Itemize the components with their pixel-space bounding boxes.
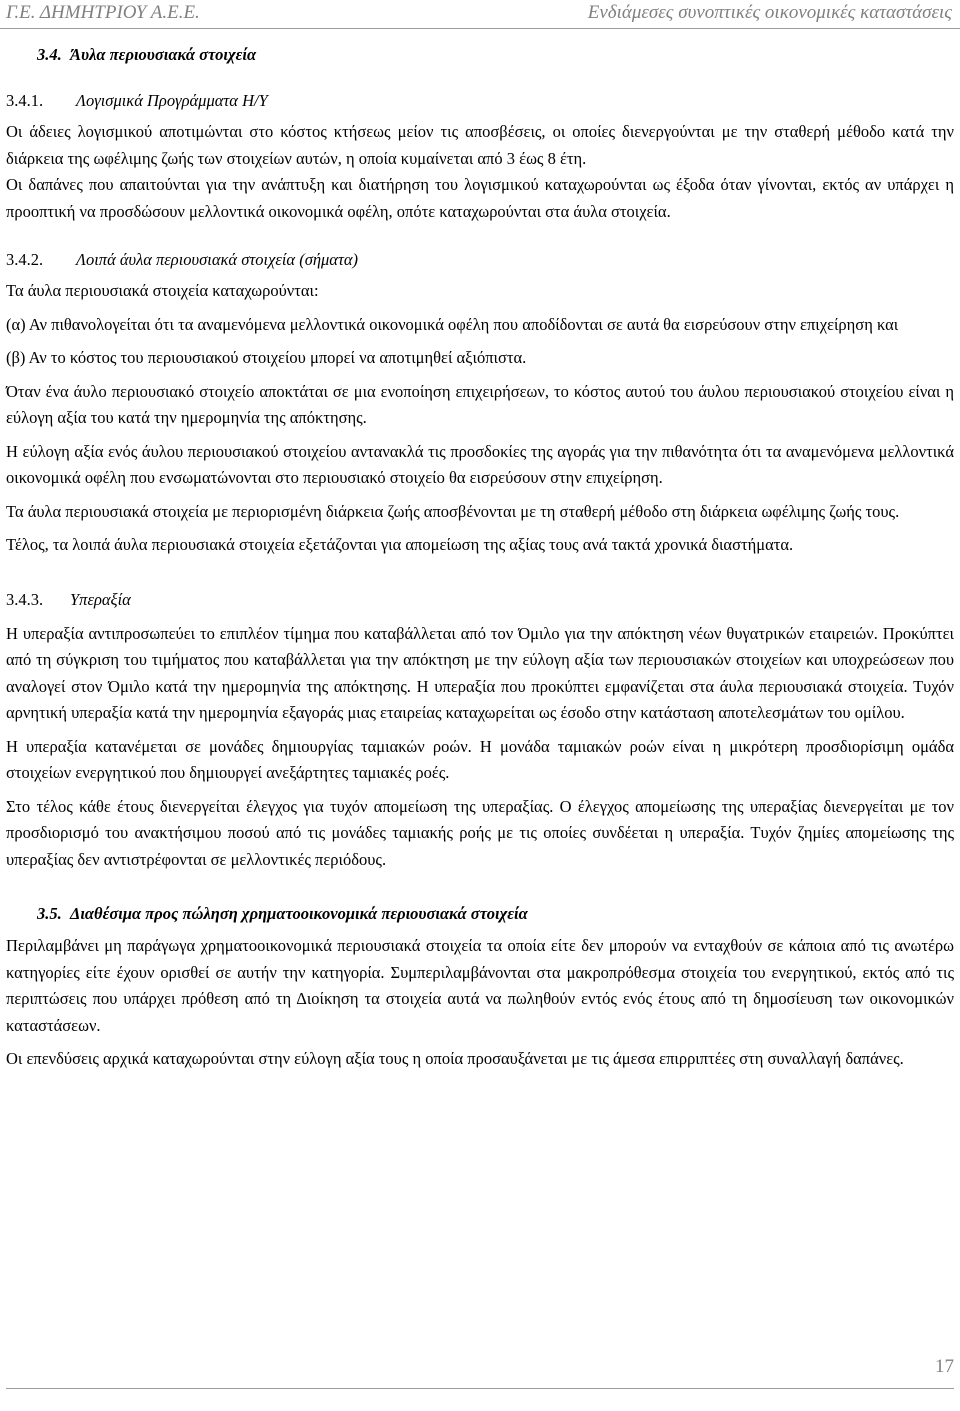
paragraph: (β) Αν το κόστος του περιουσιακού στοιχείου μπορεί να αποτιμηθεί αξιόπιστα. — [6, 348, 527, 367]
paragraph: Τέλος, τα λοιπά άυλα περιουσιακά στοιχεία εξετάζονται για απομείωση της αξίας τους ανά τακτά χρονικά διαστήματα. — [6, 535, 794, 554]
paragraph: Η εύλογη αξία ενός άυλου περιουσιακού στοιχείου αντανακλά τις προσδοκίες της αγοράς για την πιθανότητα ότι τα αναμενόμενα μελλοντικά οικονομικά οφέλη που ενσωματώνονται στο περιουσιακό στοιχείο θα εισρεύσουν στην επιχείρηση. — [6, 441, 954, 487]
section-heading-3-4: 3.4. Άυλα περιουσιακά στοιχεία — [37, 45, 257, 64]
paragraph: Τα άυλα περιουσιακά στοιχεία με περιορισμένη διάρκεια ζωής αποσβένονται με τη σταθερή μέθοδο στη διάρκεια ωφέλιμης ζωής τους. — [6, 501, 900, 521]
paragraph: Η υπεραξία αντιπροσωπεύει το επιπλέον τίμημα που καταβάλλεται από τον Όμιλο για την απόκτηση νέων θυγατρικών εταιρειών. Προκύπτει από τη σύγκριση του τιμήματος που καταβάλλεται για την απόκτηση με την εύλογη αξία των περιουσιακών στοιχείων και υποχρεώσεων που αναλογεί στον Όμιλο κατά την ημερομηνία της απόκτησης. Η υπεραξία που προκύπτει εμφανίζεται στα άυλα περιουσιακά στοιχεία. Τυχόν αρνητική υπεραξία κατά την ημερομηνία εξαγοράς μιας εταιρείας καταχωρείται ως έσοδο στην κατάσταση αποτελεσμάτων του ομίλου. — [6, 623, 954, 722]
document-body — [6, 44, 954, 1073]
company-name: Γ.Ε. ΔΗΜΗΤΡΙΟΥ Α.Ε.Ε. — [6, 2, 200, 23]
paragraph: Οι δαπάνες που απαιτούνται για την ανάπτυξη και διατήρηση του λογισμικού καταχωρούνται ως έξοδα όταν γίνονται, εκτός αν υπάρχει η προοπτική να προσδώσουν μελλοντικά οικονομικά οφέλη, οπότε καταχωρούνται στα άυλα στοιχεία. — [6, 175, 954, 221]
paragraph: Στο τέλος κάθε έτους διενεργείται έλεγχος για τυχόν απομείωση της υπεραξίας. Ο έλεγχος απομείωσης της υπεραξίας διενεργείται με τον προσδιορισμό του ανακτήσιμου ποσού από τις μονάδες ταμιακής ροής με τις οποίες συνδέεται η υπεραξία. Τυχόν ζημίες απομείωσης της υπεραξίας δεν αντιστρέφονται σε μελλοντικές περιόδους. — [6, 796, 954, 869]
paragraph: Οι επενδύσεις αρχικά καταχωρούνται στην εύλογη αξία τους η οποία προσαυξάνεται με τις άμεσα επιρριπτέες στη συναλλαγή δαπάνες. — [6, 1049, 904, 1068]
paragraph: (α) Αν πιθανολογείται ότι τα αναμενόμενα μελλοντικά οικονομικά οφέλη που αποδίδονται σε αυτά θα εισρεύσουν στην επιχείρηση και — [6, 314, 899, 334]
page-number: 17 — [935, 1356, 954, 1377]
section-heading-3-5: 3.5. Διαθέσιμα προς πώληση χρηματοοικονομικά περιουσιακά στοιχεία — [37, 904, 528, 923]
paragraph: Οι άδειες λογισμικού αποτιμώνται στο κόστος κτήσεως μείον τις αποσβέσεις, οι οποίες διενεργούνται με την σταθερή μέθοδο κατά την διάρκεια της ωφέλιμης ζωής των στοιχείων αυτών, η οποία κυμαίνεται από 3 έως 8 έτη. — [6, 122, 954, 168]
page-header — [0, 0, 960, 29]
section-heading-3-4-3: 3.4.3. Υπεραξία — [6, 589, 131, 609]
paragraph: Περιλαμβάνει μη παράγωγα χρηματοοικονομικά περιουσιακά στοιχεία τα οποία είτε δεν μπορούν να ενταχθούν σε κάποια από τις ανωτέρω κατηγορίες είτε έχουν ορισθεί σε αυτήν την κατηγορία. Συμπεριλαμβάνονται στα μακροπρόθεσμα στοιχεία του ενεργητικού, εκτός από τις περιπτώσεις που υπάρχει πρόθεση από τη Διοίκηση τα στοιχεία αυτά να πωληθούν εντός ενός έτους από τη δημοσίευση των οικονομικών καταστάσεων. — [6, 936, 954, 1035]
paragraph: Η υπεραξία κατανέμεται σε μονάδες δημιουργίας ταμιακών ροών. Η μονάδα ταμιακών ροών είναι η μικρότερη προσδιορίσιμη ομάδα στοιχείων ενεργητικού που δημιουργεί ανεξάρτητες ταμιακές ροές. — [6, 736, 954, 782]
footer-rule — [6, 1388, 954, 1389]
section-heading-3-4-1: 3.4.1. Λογισμικά Προγράμματα Η/Υ — [6, 91, 268, 110]
paragraph: Όταν ένα άυλο περιουσιακό στοιχείο αποκτάται σε μια ενοποίηση επιχειρήσεων, το κόστος αυτού του άυλου περιουσιακού στοιχείου είναι η εύλογη αξία του κατά την ημερομηνία της απόκτησης. — [6, 381, 954, 427]
report-title: Ενδιάμεσες συνοπτικές οικονομικές καταστάσεις — [587, 2, 952, 23]
section-heading-3-4-2: 3.4.2. Λοιπά άυλα περιουσιακά στοιχεία (σήματα) — [6, 250, 359, 269]
paragraph: Τα άυλα περιουσιακά στοιχεία καταχωρούνται: — [6, 281, 319, 300]
